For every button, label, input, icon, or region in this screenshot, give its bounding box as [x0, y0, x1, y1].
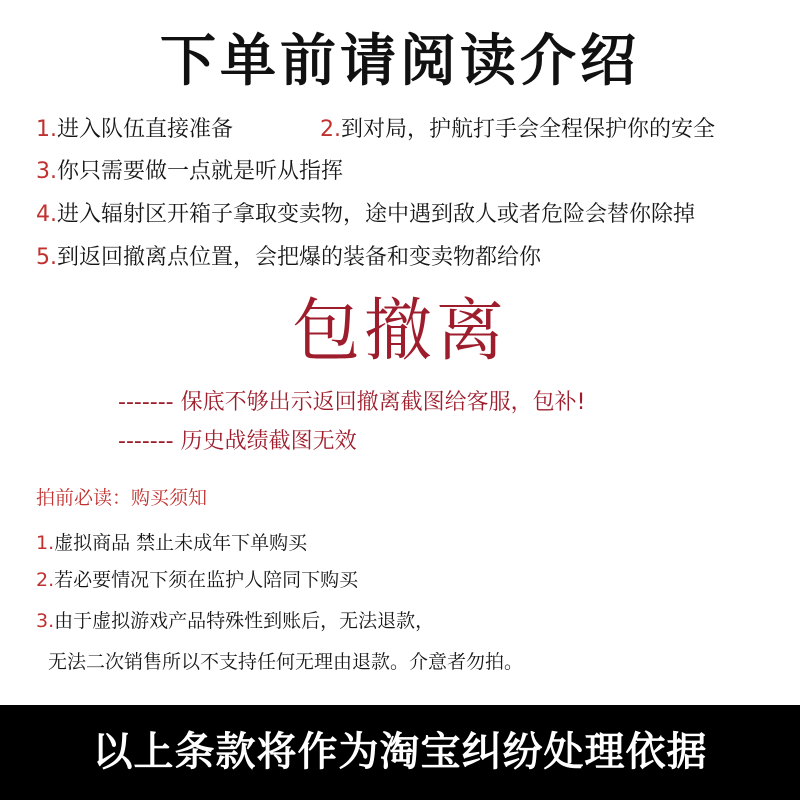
- notice-item-2: [36, 566, 358, 594]
- notice-text: 虚拟商品 禁止未成年下单购买: [54, 532, 308, 554]
- notice-continuation: 无法二次销售所以不支持任何无理由退款。介意者勿拍。: [48, 651, 524, 673]
- step-1: [36, 114, 233, 146]
- step-4: [36, 199, 695, 231]
- notice-text: 若必要情况下须在监护人陪同下购买: [54, 569, 359, 591]
- step-text: 到返回撤离点位置，会把爆的装备和变卖物都给你: [57, 245, 542, 270]
- step-text: 进入辐射区开箱子拿取变卖物，途中遇到敌人或者危险会替你除掉: [57, 202, 696, 227]
- notice-number: 2.: [36, 569, 55, 591]
- footer-bar: [0, 705, 800, 800]
- step-number: 1.: [36, 117, 57, 142]
- step-2: [320, 114, 715, 146]
- guarantee-note-2: ------- 历史战绩截图无效: [118, 429, 357, 454]
- notice-item-1: [36, 529, 307, 557]
- notice-item-3: [36, 607, 434, 635]
- step-text: 到对局，护航打手会全程保护你的安全: [341, 117, 716, 142]
- footer-text: 以上条款将作为淘宝纠纷处理依据: [92, 729, 708, 775]
- notice-number: 3.: [36, 610, 55, 632]
- notice-text: 由于虚拟游戏产品特殊性到账后，无法退款，: [54, 610, 435, 632]
- notice-number: 1.: [36, 532, 55, 554]
- guarantee-note-1: ------- 保底不够出示返回撤离截图给客服，包补!: [118, 390, 586, 415]
- step-3: [36, 156, 343, 188]
- step-number: 4.: [36, 202, 57, 227]
- step-number: 5.: [36, 245, 57, 270]
- headline-guarantee: 包撤离: [291, 292, 508, 371]
- step-text: 你只需要做一点就是听从指挥: [57, 159, 344, 184]
- page-title: 下单前请阅读介绍: [160, 29, 640, 94]
- step-number: 3.: [36, 159, 57, 184]
- notice-heading: 拍前必读：购买须知: [36, 487, 208, 509]
- step-number: 2.: [320, 117, 341, 142]
- step-text: 进入队伍直接准备: [57, 117, 234, 142]
- step-5: [36, 242, 541, 274]
